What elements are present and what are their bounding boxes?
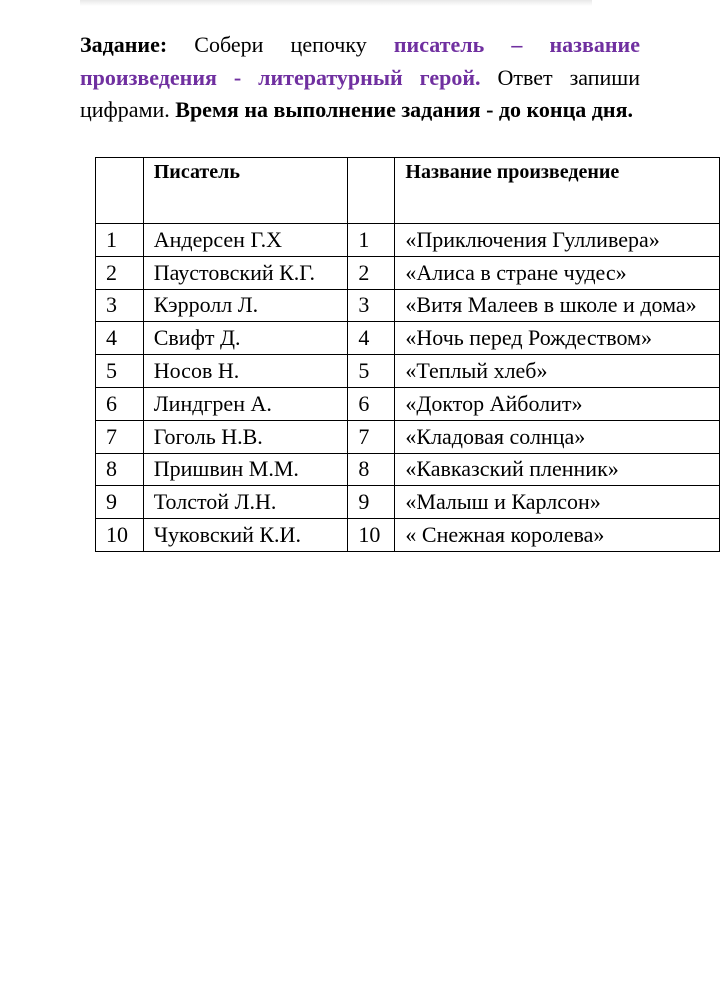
header-num2 (348, 158, 395, 224)
row-num-title: 8 (348, 453, 395, 486)
row-num-writer: 8 (96, 453, 144, 486)
row-num-writer: 3 (96, 289, 144, 322)
table-row (96, 355, 720, 388)
row-num-writer: 9 (96, 486, 144, 519)
writer-cell: Паустовский К.Г. (143, 256, 348, 289)
writer-cell: Линдгрен А. (143, 387, 348, 420)
row-num-writer: 2 (96, 256, 144, 289)
row-num-writer: 1 (96, 224, 144, 257)
writer-cell: Толстой Л.Н. (143, 486, 348, 519)
row-num-title: 4 (348, 322, 395, 355)
table-row (96, 420, 720, 453)
title-cell: «Теплый хлеб» (395, 355, 720, 388)
row-num-title: 3 (348, 289, 395, 322)
task-label: Задание: (80, 32, 168, 57)
task-highlight: писатель – название произведения - литературный герой. (80, 32, 640, 90)
task-paragraph (80, 29, 640, 127)
title-cell: «Витя Малеев в школе и дома» (395, 289, 720, 322)
title-cell: «Кладовая солнца» (395, 420, 720, 453)
row-num-title: 5 (348, 355, 395, 388)
title-cell: «Доктор Айболит» (395, 387, 720, 420)
title-cell: «Кавказский пленник» (395, 453, 720, 486)
table-row (96, 387, 720, 420)
table-body (96, 158, 720, 552)
row-num-writer: 10 (96, 519, 144, 552)
title-cell: «Малыш и Карлсон» (395, 486, 720, 519)
title-cell: «Алиса в стране чудес» (395, 256, 720, 289)
row-num-title: 1 (348, 224, 395, 257)
table-row (96, 486, 720, 519)
writer-cell: Кэрролл Л. (143, 289, 348, 322)
table-row (96, 322, 720, 355)
writer-cell: Чуковский К.И. (143, 519, 348, 552)
row-num-writer: 7 (96, 420, 144, 453)
row-num-writer: 5 (96, 355, 144, 388)
header-writer: Писатель (143, 158, 348, 224)
task-text-1: Собери цепочку (167, 32, 394, 57)
writer-cell: Гоголь Н.В. (143, 420, 348, 453)
row-num-title: 9 (348, 486, 395, 519)
title-cell: «Приключения Гулливера» (395, 224, 720, 257)
table-header-row (96, 158, 720, 224)
table-row (96, 519, 720, 552)
task-text-2: Ответ запиши цифрами. (80, 64, 640, 122)
title-cell: «Ночь перед Рождеством» (395, 322, 720, 355)
title-cell: « Снежная королева» (395, 519, 720, 552)
table-row (96, 256, 720, 289)
writer-cell: Носов Н. (143, 355, 348, 388)
table-row (96, 453, 720, 486)
row-num-title: 2 (348, 256, 395, 289)
task-deadline: Время на выполнение задания - до конца дня. (175, 97, 633, 122)
row-num-title: 10 (348, 519, 395, 552)
row-num-writer: 4 (96, 322, 144, 355)
header-num1 (96, 158, 144, 224)
table-row (96, 289, 720, 322)
writer-cell: Андерсен Г.Х (143, 224, 348, 257)
table-row (96, 224, 720, 257)
row-num-writer: 6 (96, 387, 144, 420)
row-num-title: 7 (348, 420, 395, 453)
previous-text-remnant (80, 0, 592, 6)
row-num-title: 6 (348, 387, 395, 420)
matching-table (95, 157, 720, 552)
writer-cell: Пришвин М.М. (143, 453, 348, 486)
header-title: Название произведение (395, 158, 720, 224)
writer-cell: Свифт Д. (143, 322, 348, 355)
